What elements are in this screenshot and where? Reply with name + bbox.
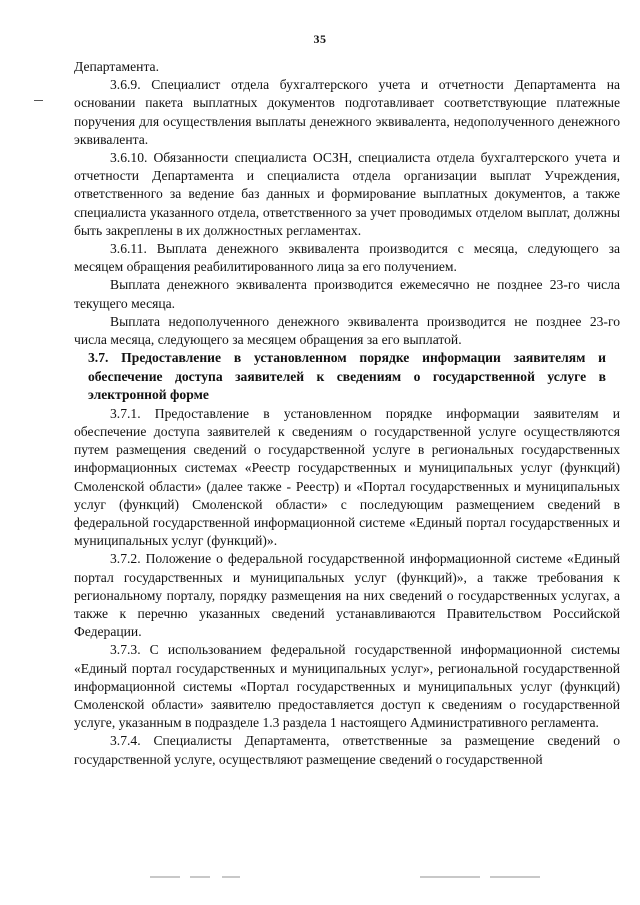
- paragraph-3-7-1: 3.7.1. Предоставление в установленном порядке информации заявителям и обеспечение доступа заявителей к сведениям о государственной услуге осуществляются путем размещения сведений о государственной услуге в региональных государственных информационных системах «Реестр государственных и муниципальных услуг (функций) Смоленской области» (далее также - Реестр) и «Портал государственных и муниципальных услуг (функций) Смоленской области» с последующим размещением сведений в федеральной государственной информационной системе «Единый портал государственных и муниципальных услуг (функций)».: [74, 405, 620, 549]
- scan-artifact: [150, 876, 180, 878]
- paragraph-underpaid-payment: Выплата недополученного денежного эквивалента производится не позднее 23-го числа месяца, следующего за месяцем обращения за его выплатой.: [74, 313, 620, 348]
- margin-mark: [34, 100, 43, 101]
- section-title-3-7: 3.7. Предоставление в установленном порядке информации заявителям и обеспечение доступа заявителей к сведениям о государственной услуге в электронной форме: [88, 350, 606, 403]
- scan-artifact: [190, 876, 210, 878]
- scan-artifact: [420, 876, 480, 878]
- paragraph-3-6-10: 3.6.10. Обязанности специалиста ОСЗН, специалиста отдела бухгалтерского учета и отчетности Департамента и специалиста отдела организации выплат Учреждения, ответственного за ведение баз данных и формирование выплатных документов, а также специалиста указанного отдела, ответственного за учет проводимых отделом выплат, должны быть закреплены в их должностных регламентах.: [74, 150, 620, 238]
- paragraph-3-7-4: 3.7.4. Специалисты Департамента, ответственные за размещение сведений о государственной услуге, осуществляют размещение сведений о государственной: [74, 733, 620, 767]
- page-number: 35: [313, 32, 327, 46]
- paragraph-3-7-3: 3.7.3. С использованием федеральной государственной информационной системы «Единый портал государственных и муниципальных услуг», региональной государственной информационной системы «Портал государственных и муниципальных услуг (функций) Смоленской области» заявителю предоставляется доступ к сведениям о государственной услуге, указанным в подразделе 1.3 раздела 1 настоящего Административного регламента.: [74, 642, 620, 731]
- paragraph-3-6-11: 3.6.11. Выплата денежного эквивалента производится с месяца, следующего за месяцем обращения реабилитированного лица за его получением.: [74, 241, 620, 275]
- paragraph-continuation: Департамента.: [74, 59, 159, 74]
- document-body: [74, 58, 620, 769]
- scan-artifact: [490, 876, 540, 878]
- paragraph-3-6-9: 3.6.9. Специалист отдела бухгалтерского учета и отчетности Департамента на основании пакета выплатных документов подготавливает соответствующие платежные поручения для осуществления выплаты денежного эквивалента, недополученного денежного эквивалента.: [74, 77, 620, 147]
- scan-artifact: [222, 876, 240, 878]
- paragraph-3-7-2: 3.7.2. Положение о федеральной государственной информационной системе «Единый портал государственных и муниципальных услуг (функций)», а также требования к региональному порталу, порядку размещения на них сведений о государственных услугах, а также к перечню указанных сведений устанавливаются Правительством Российской Федерации.: [74, 551, 620, 640]
- paragraph-monthly-payment: Выплата денежного эквивалента производится ежемесячно не позднее 23-го числа текущего месяца.: [74, 277, 620, 311]
